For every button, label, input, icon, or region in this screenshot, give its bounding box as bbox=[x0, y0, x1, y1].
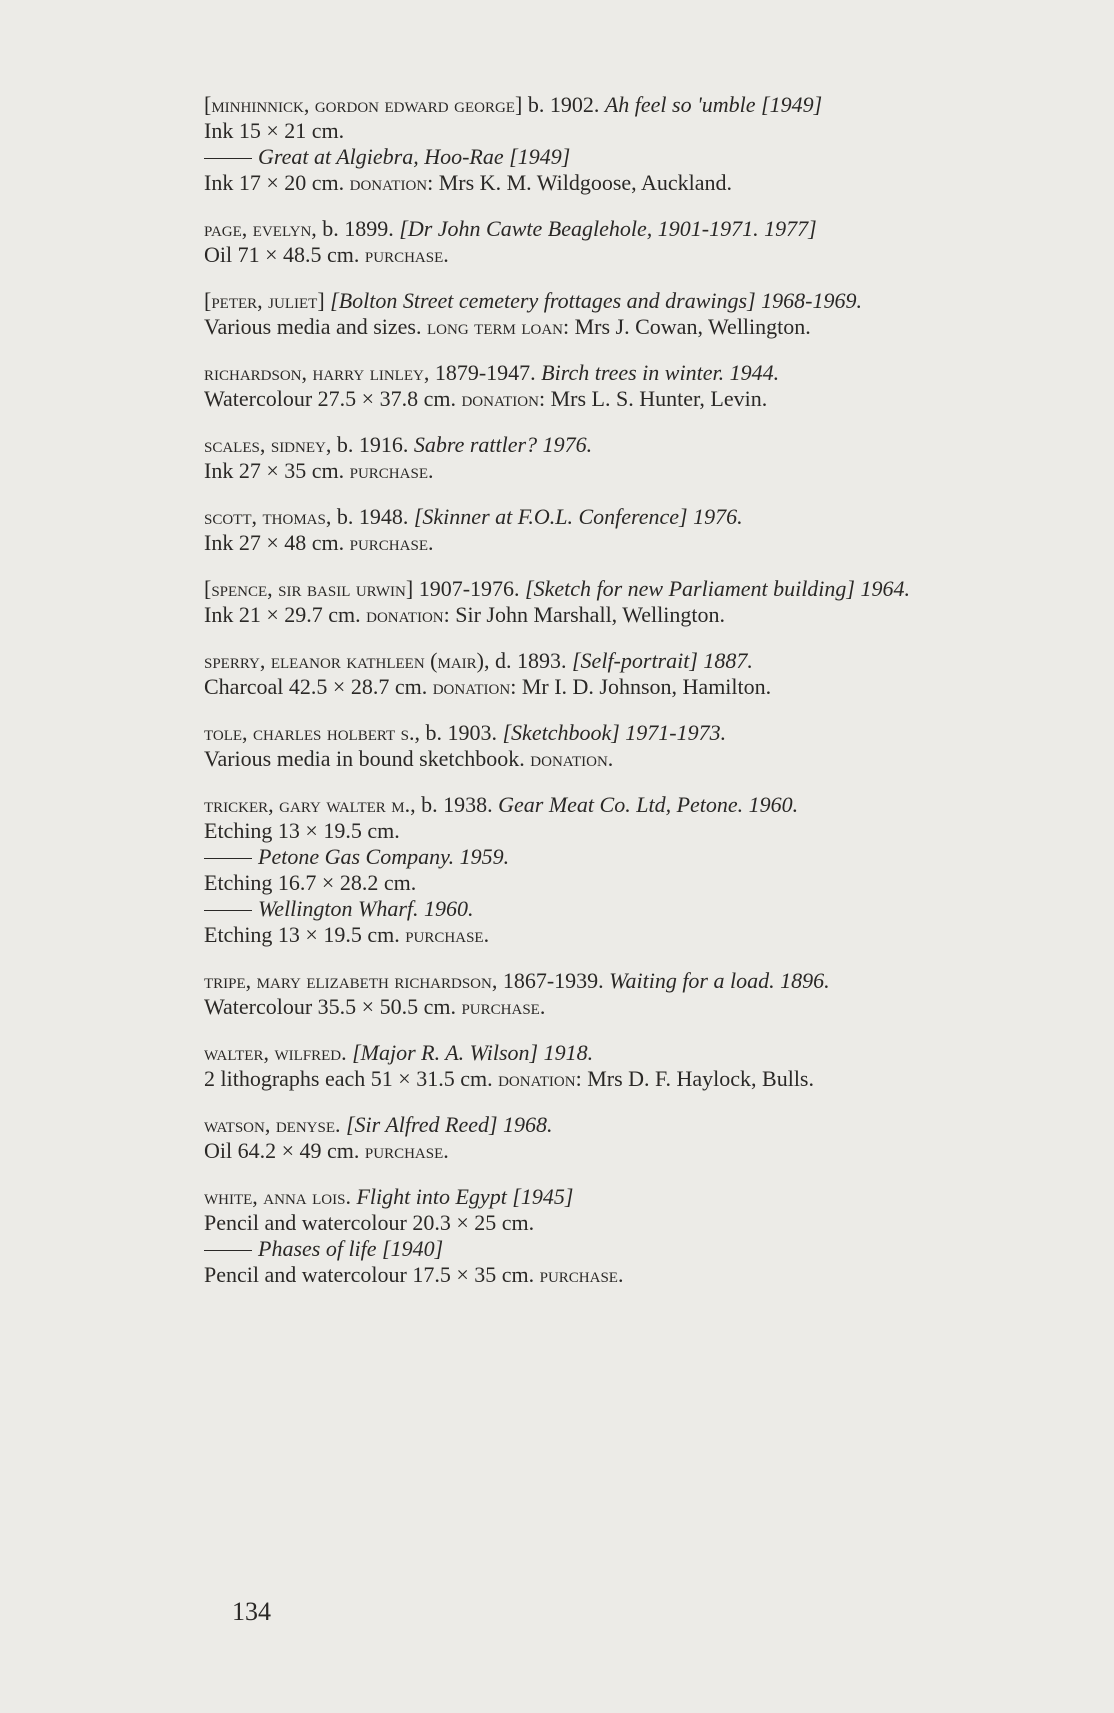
artwork-title: Phases of life [1940] bbox=[258, 1236, 444, 1261]
entry-heading-line bbox=[204, 1112, 1064, 1138]
artwork-title: Flight into Egypt [1945] bbox=[356, 1184, 574, 1209]
artist-dates: 1879-1947. bbox=[429, 360, 542, 385]
entry-heading-line bbox=[204, 648, 1064, 674]
detail-line bbox=[204, 674, 1064, 700]
acquisition-type: donation bbox=[366, 602, 444, 627]
artwork-title: [Dr John Cawte Beaglehole, 1901-1971. 1977] bbox=[399, 216, 817, 241]
donor-info: : Sir John Marshall, Wellington. bbox=[443, 602, 725, 627]
acquisition-type: purchase. bbox=[461, 994, 546, 1019]
donor-info: : Mr I. D. Johnson, Hamilton. bbox=[510, 674, 772, 699]
detail-line bbox=[204, 118, 1064, 144]
catalogue-entry bbox=[204, 576, 1064, 628]
detail-line bbox=[204, 1066, 1064, 1092]
artwork-title: Gear Meat Co. Ltd, Petone. 1960. bbox=[498, 792, 799, 817]
artist-dates: b. 1916. bbox=[331, 432, 414, 457]
detail-line bbox=[204, 602, 1064, 628]
detail-line bbox=[204, 922, 1064, 948]
acquisition-type: purchase. bbox=[539, 1262, 624, 1287]
entry-heading-line bbox=[204, 216, 1064, 242]
artwork-title: [Bolton Street cemetery frottages and drawings] 1968-1969. bbox=[330, 288, 862, 313]
page-number: 134 bbox=[232, 1597, 271, 1626]
catalogue-entry bbox=[204, 216, 1064, 268]
medium-dimensions: Etching 13 × 19.5 cm. bbox=[204, 818, 400, 843]
entry-heading-line bbox=[204, 1184, 1064, 1210]
artist-dates: 1907-1976. bbox=[413, 576, 526, 601]
artist-name: scales, sidney, bbox=[204, 432, 332, 457]
artwork-title: [Sketchbook] 1971-1973. bbox=[502, 720, 727, 745]
acquisition-type: donation. bbox=[530, 746, 614, 771]
entry-heading-line bbox=[204, 968, 1064, 994]
entry-heading-line bbox=[204, 92, 1064, 118]
detail-line bbox=[204, 170, 1064, 196]
detail-line bbox=[204, 314, 1064, 340]
medium-dimensions: Pencil and watercolour 17.5 × 35 cm. bbox=[204, 1262, 540, 1287]
donor-info: : Mrs L. S. Hunter, Levin. bbox=[538, 386, 768, 411]
additional-work-line bbox=[204, 1236, 1064, 1262]
donor-info: : Mrs D. F. Haylock, Bulls. bbox=[575, 1066, 814, 1091]
catalogue-entry bbox=[204, 1184, 1064, 1288]
artist-name: white, anna lois. bbox=[204, 1184, 351, 1209]
artwork-title: Ah feel so 'umble [1949] bbox=[604, 92, 823, 117]
artwork-title: [Skinner at F.O.L. Conference] 1976. bbox=[413, 504, 743, 529]
medium-dimensions: Watercolour 35.5 × 50.5 cm. bbox=[204, 994, 462, 1019]
artist-dates: b. 1899. bbox=[316, 216, 400, 241]
artist-dates: 1867-1939. bbox=[497, 968, 610, 993]
artist-name: sperry, eleanor kathleen (mair), bbox=[204, 648, 490, 673]
medium-dimensions: Pencil and watercolour 20.3 × 25 cm. bbox=[204, 1210, 535, 1235]
entry-heading-line bbox=[204, 792, 1064, 818]
acquisition-type: purchase. bbox=[364, 242, 449, 267]
catalogue-entry bbox=[204, 1112, 1064, 1164]
entry-heading-line bbox=[204, 720, 1064, 746]
artwork-title: [Major R. A. Wilson] 1918. bbox=[352, 1040, 594, 1065]
entry-heading-line bbox=[204, 1040, 1064, 1066]
detail-line bbox=[204, 818, 1064, 844]
additional-work-line bbox=[204, 144, 1064, 170]
catalogue-entry bbox=[204, 968, 1064, 1020]
ditto-dash bbox=[204, 1250, 252, 1251]
donor-info: : Mrs K. M. Wildgoose, Auckland. bbox=[427, 170, 732, 195]
artwork-title: [Self-portrait] 1887. bbox=[572, 648, 753, 673]
catalogue-entry bbox=[204, 792, 1064, 948]
artist-name: tripe, mary elizabeth richardson, bbox=[204, 968, 498, 993]
catalogue-entry bbox=[204, 1040, 1064, 1092]
medium-dimensions: Ink 21 × 29.7 cm. bbox=[204, 602, 367, 627]
acquisition-type: purchase. bbox=[405, 922, 490, 947]
detail-line bbox=[204, 386, 1064, 412]
ditto-dash bbox=[204, 910, 252, 911]
artist-dates: b. 1902. bbox=[522, 92, 605, 117]
acquisition-type: purchase. bbox=[364, 1138, 449, 1163]
medium-dimensions: Ink 17 × 20 cm. bbox=[204, 170, 350, 195]
entry-heading-line bbox=[204, 360, 1064, 386]
artist-name: walter, wilfred. bbox=[204, 1040, 347, 1065]
artist-dates: d. 1893. bbox=[489, 648, 572, 673]
artist-name: tole, charles holbert s., bbox=[204, 720, 420, 745]
entry-heading-line bbox=[204, 576, 1064, 602]
artist-name: scott, thomas, bbox=[204, 504, 332, 529]
artwork-title: Waiting for a load. 1896. bbox=[609, 968, 830, 993]
medium-dimensions: Various media and sizes. bbox=[204, 314, 427, 339]
catalogue-entry bbox=[204, 720, 1064, 772]
medium-dimensions: Ink 15 × 21 cm. bbox=[204, 118, 345, 143]
entry-heading-line bbox=[204, 432, 1064, 458]
detail-line bbox=[204, 1262, 1064, 1288]
artist-dates: b. 1948. bbox=[331, 504, 414, 529]
detail-line bbox=[204, 746, 1064, 772]
artwork-title: [Sir Alfred Reed] 1968. bbox=[346, 1112, 553, 1137]
detail-line bbox=[204, 242, 1064, 268]
detail-line bbox=[204, 994, 1064, 1020]
acquisition-type: donation bbox=[349, 170, 428, 195]
artist-name: page, evelyn, bbox=[204, 216, 317, 241]
acquisition-type: donation bbox=[461, 386, 539, 411]
medium-dimensions: Ink 27 × 48 cm. bbox=[204, 530, 350, 555]
additional-work-line bbox=[204, 896, 1064, 922]
catalogue-entries bbox=[204, 92, 1064, 1308]
artwork-title: Petone Gas Company. 1959. bbox=[258, 844, 510, 869]
artist-name: watson, denyse. bbox=[204, 1112, 341, 1137]
catalogue-entry bbox=[204, 504, 1064, 556]
artist-name: [spence, sir basil urwin] bbox=[204, 576, 414, 601]
artwork-title: [Sketch for new Parliament building] 1964. bbox=[525, 576, 910, 601]
detail-line bbox=[204, 1210, 1064, 1236]
additional-work-line bbox=[204, 844, 1064, 870]
artist-dates: b. 1938. bbox=[415, 792, 499, 817]
acquisition-type: donation bbox=[498, 1066, 576, 1091]
artist-name: [peter, juliet] bbox=[204, 288, 325, 313]
donor-info: : Mrs J. Cowan, Wellington. bbox=[563, 314, 811, 339]
medium-dimensions: Oil 71 × 48.5 cm. bbox=[204, 242, 365, 267]
ditto-dash bbox=[204, 858, 252, 859]
artwork-title: Great at Algiebra, Hoo-Rae [1949] bbox=[258, 144, 571, 169]
artist-name: tricker, gary walter m., bbox=[204, 792, 416, 817]
artist-name: richardson, harry linley, bbox=[204, 360, 430, 385]
acquisition-type: purchase. bbox=[349, 530, 434, 555]
artist-dates: b. 1903. bbox=[420, 720, 503, 745]
catalogue-entry bbox=[204, 360, 1064, 412]
detail-line bbox=[204, 1138, 1064, 1164]
detail-line bbox=[204, 870, 1064, 896]
artist-name: [minhinnick, gordon edward george] bbox=[204, 92, 523, 117]
catalogue-entry bbox=[204, 648, 1064, 700]
medium-dimensions: Charcoal 42.5 × 28.7 cm. bbox=[204, 674, 433, 699]
medium-dimensions: Ink 27 × 35 cm. bbox=[204, 458, 350, 483]
artwork-title: Wellington Wharf. 1960. bbox=[258, 896, 474, 921]
catalogue-entry bbox=[204, 92, 1064, 196]
medium-dimensions: Oil 64.2 × 49 cm. bbox=[204, 1138, 365, 1163]
ditto-dash bbox=[204, 158, 252, 159]
artwork-title: Sabre rattler? 1976. bbox=[413, 432, 593, 457]
medium-dimensions: Etching 16.7 × 28.2 cm. bbox=[204, 870, 417, 895]
medium-dimensions: Etching 13 × 19.5 cm. bbox=[204, 922, 406, 947]
catalogue-entry bbox=[204, 288, 1064, 340]
detail-line bbox=[204, 458, 1064, 484]
artwork-title: Birch trees in winter. 1944. bbox=[541, 360, 780, 385]
entry-heading-line bbox=[204, 504, 1064, 530]
medium-dimensions: Various media in bound sketchbook. bbox=[204, 746, 531, 771]
acquisition-type: purchase. bbox=[349, 458, 434, 483]
catalogue-entry bbox=[204, 432, 1064, 484]
acquisition-type: long term loan bbox=[427, 314, 563, 339]
medium-dimensions: 2 lithographs each 51 × 31.5 cm. bbox=[204, 1066, 499, 1091]
detail-line bbox=[204, 530, 1064, 556]
medium-dimensions: Watercolour 27.5 × 37.8 cm. bbox=[204, 386, 462, 411]
entry-heading-line bbox=[204, 288, 1064, 314]
acquisition-type: donation bbox=[432, 674, 511, 699]
